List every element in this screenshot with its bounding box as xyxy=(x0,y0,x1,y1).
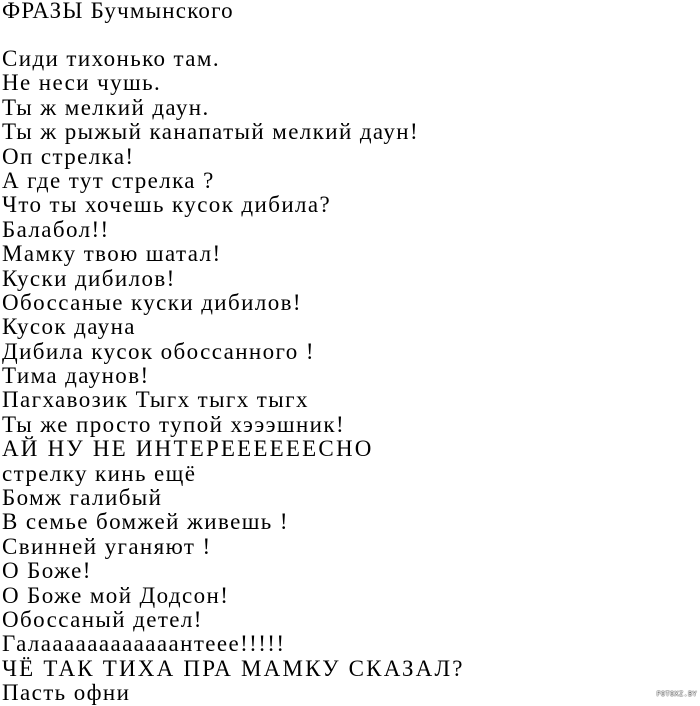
phrase-line: Ты ж мелкий даун. xyxy=(2,94,210,120)
phrase-line: Сиди тихонько там. xyxy=(2,46,220,71)
phrase-line: Не неси чушь. xyxy=(2,70,162,96)
phrase-line: Обоссаные куски дибилов! xyxy=(2,289,302,315)
phrase-line: А где тут стрелка ? xyxy=(2,167,215,193)
phrase-line: Дибила кусок обоссанного ! xyxy=(2,338,315,364)
phrase-list xyxy=(2,47,465,706)
phrase-line: В семье бомжей живешь ! xyxy=(2,509,289,535)
phrase-line: Балабол!! xyxy=(2,216,110,242)
phrase-line: Куски дибилов! xyxy=(2,265,176,291)
phrase-line: АЙ НУ НЕ ИНТЕРЕЕЕЕЕЕСНО xyxy=(2,436,374,462)
phrase-line: ЧЁ ТАК ТИХА ПРА МАМКУ СКАЗАЛ? xyxy=(2,655,465,681)
phrase-line: Свинней уганяют ! xyxy=(2,533,212,559)
phrase-line: Бомж галибый xyxy=(2,485,163,511)
phrase-line: Тима даунов! xyxy=(2,363,150,389)
phrase-line: О Боже! xyxy=(2,558,92,584)
phrase-line: Что ты хочешь кусок дибила? xyxy=(2,192,332,218)
phrase-line: Обоссаный детел! xyxy=(2,606,203,632)
phrase-line: Мамку твою шатал! xyxy=(2,241,222,267)
phrase-line: Оп стрелка! xyxy=(2,143,135,169)
phrase-line: Ты же просто тупой хэээшник! xyxy=(2,411,346,437)
watermark: FOTOXZ.BY xyxy=(656,690,697,698)
phrase-line: стрелку кинь ещё xyxy=(2,460,197,486)
phrase-line: Пагхавозик Тыгх тыгх тыгх xyxy=(2,387,309,413)
phrase-line: Галаааааааааааантеее!!!!! xyxy=(2,631,286,657)
phrase-line: Ты ж рыжый канапатый мелкий даун! xyxy=(2,119,420,145)
phrase-line: О Боже мой Додсон! xyxy=(2,582,230,608)
phrase-line: Кусок дауна xyxy=(2,314,136,340)
phrase-line: Пасть офни xyxy=(2,680,131,706)
document-title: ФРАЗЫ Бучмынского xyxy=(2,0,234,23)
